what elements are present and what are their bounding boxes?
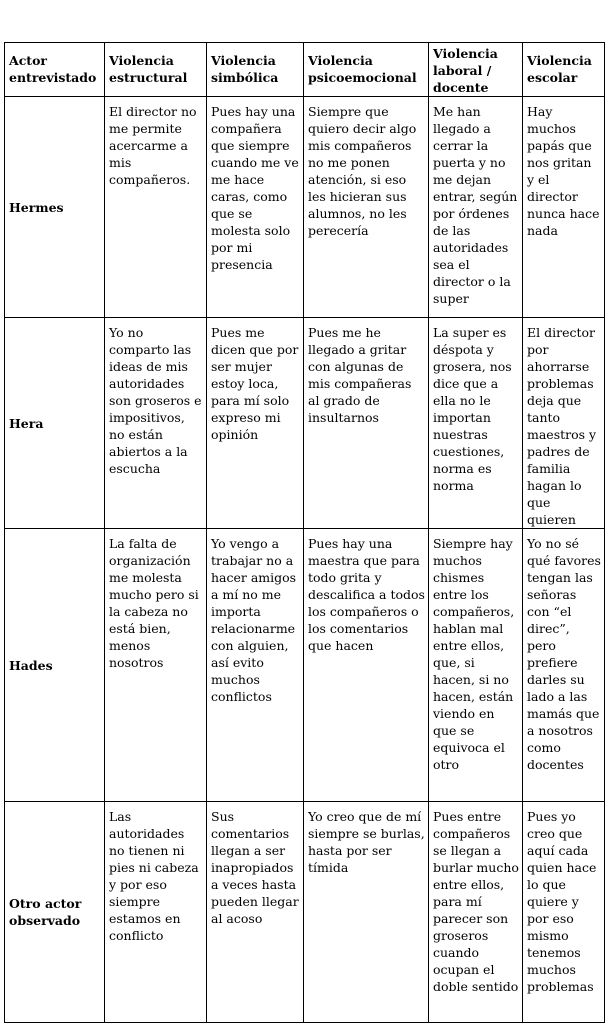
cell-psicoemocional: Pues hay una maestra que para todo grita y descalifica a todos los compañeros o los comentarios que hacen xyxy=(304,529,429,802)
cell-laboral: Pues entre compañeros se llegan a burlar mucho entre ellos, para mí parecer son groseros cuando ocupan el doble sentido xyxy=(429,802,523,1023)
cell-simbolica: Sus comentarios llegan a ser inapropiados a veces hasta pueden llegar al acoso xyxy=(207,802,304,1023)
cell-psicoemocional: Siempre que quiero decir algo mis compañeros no me ponen atención, si eso les hicieran sus alumnos, no les perecería xyxy=(304,97,429,318)
actor-cell: Otro actor observado xyxy=(5,802,105,1023)
header-simbolica: Violencia simbólica xyxy=(207,43,304,97)
table-row xyxy=(5,802,605,1023)
cell-simbolica: Pues me dicen que por ser mujer estoy loca, para mí solo expreso mi opinión xyxy=(207,318,304,529)
cell-escolar: Pues yo creo que aquí cada quien hace lo que quiere y por eso mismo tenemos muchos problemas xyxy=(523,802,605,1023)
table-row xyxy=(5,97,605,318)
violence-table xyxy=(4,42,605,1023)
cell-laboral: Me han llegado a cerrar la puerta y no me dejan entrar, según por órdenes de las autoridades sea el director o la super xyxy=(429,97,523,318)
actor-cell: Hera xyxy=(5,318,105,529)
table-row xyxy=(5,529,605,802)
cell-psicoemocional: Pues me he llegado a gritar con algunas de mis compañeras al grado de insultarnos xyxy=(304,318,429,529)
cell-laboral: Siempre hay muchos chismes entre los compañeros, hablan mal entre ellos, que, si hacen, si no hacen, están viendo en que se equivoca el otro xyxy=(429,529,523,802)
header-psicoemocional: Violencia psicoemocional xyxy=(304,43,429,97)
cell-estructural: Yo no comparto las ideas de mis autoridades son groseros e impositivos, no están abiertos a la escucha xyxy=(105,318,207,529)
cell-simbolica: Yo vengo a trabajar no a hacer amigos a mí no me importa relacionarme con alguien, así evito muchos conflictos xyxy=(207,529,304,802)
cell-estructural: El director no me permite acercarme a mis compañeros. xyxy=(105,97,207,318)
cell-estructural: La falta de organización me molesta mucho pero si la cabeza no está bien, menos nosotros xyxy=(105,529,207,802)
cell-laboral: La super es déspota y grosera, nos dice que a ella no le importan nuestras cuestiones, norma es norma xyxy=(429,318,523,529)
header-escolar: Violencia escolar xyxy=(523,43,605,97)
header-estructural: Violencia estructural xyxy=(105,43,207,97)
cell-escolar: Yo no sé qué favores tengan las señoras con “el direc”, pero prefiere darles su lado a las mamás que a nosotros como docentes xyxy=(523,529,605,802)
cell-escolar: Hay muchos papás que nos gritan y el director nunca hace nada xyxy=(523,97,605,318)
header-laboral: Violencia laboral / docente xyxy=(429,43,523,97)
actor-cell: Hermes xyxy=(5,97,105,318)
header-actor: Actor entrevistado xyxy=(5,43,105,97)
cell-escolar: El director por ahorrarse problemas deja que tanto maestros y padres de familia hagan lo que quieren xyxy=(523,318,605,529)
cell-psicoemocional: Yo creo que de mí siempre se burlas, hasta por ser tímida xyxy=(304,802,429,1023)
cell-estructural: Las autoridades no tienen ni pies ni cabeza y por eso siempre estamos en conflicto xyxy=(105,802,207,1023)
table-row xyxy=(5,318,605,529)
cell-simbolica: Pues hay una compañera que siempre cuando me ve me hace caras, como que se molesta solo por mi presencia xyxy=(207,97,304,318)
header-row xyxy=(5,43,605,97)
actor-cell: Hades xyxy=(5,529,105,802)
